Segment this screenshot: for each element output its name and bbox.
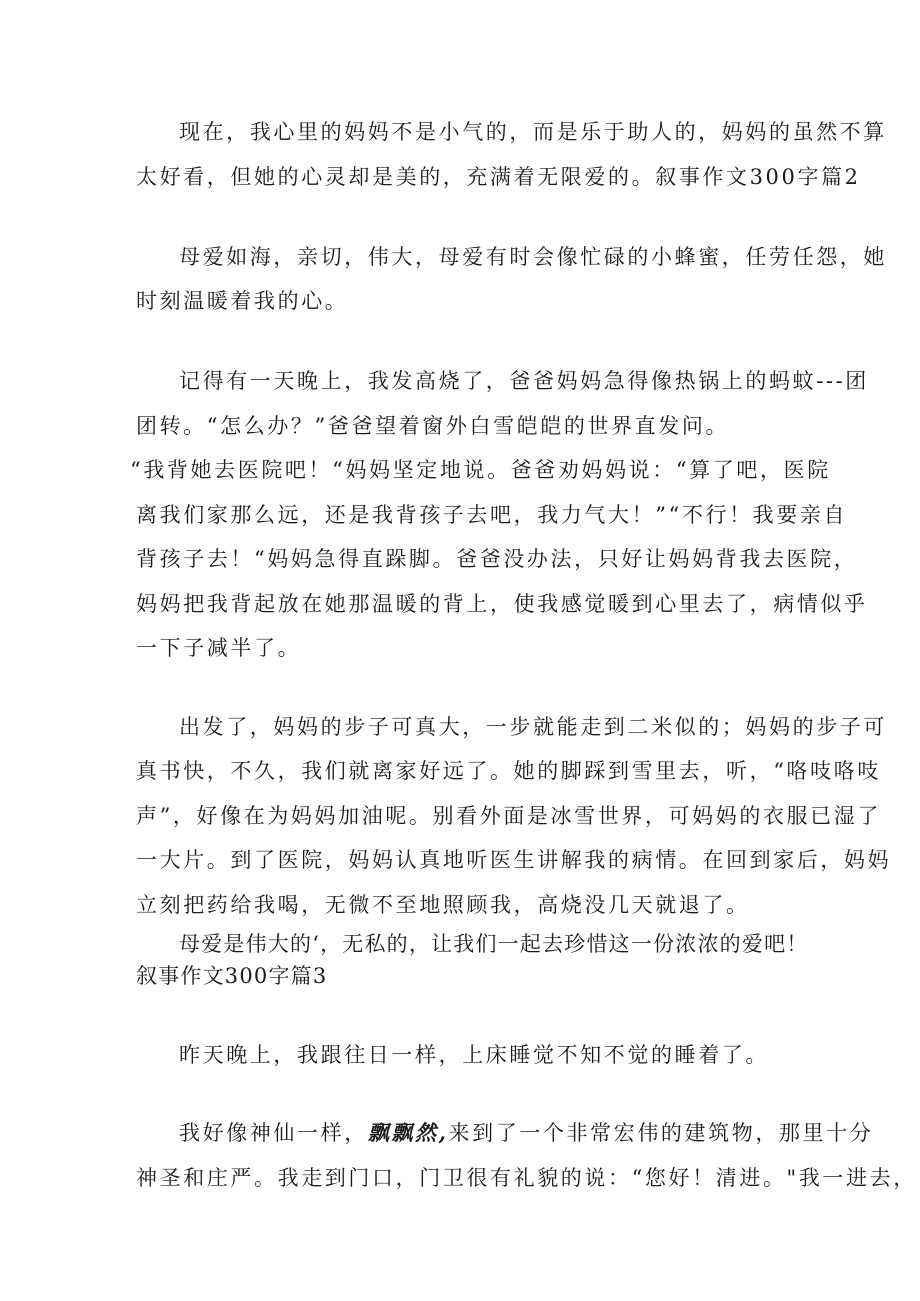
- text-line: 母爱是伟大的‘，无私的，让我们一起去珍惜这一份浓浓的爱吧！: [179, 932, 809, 956]
- text-line: 立刻把药给我喝，无微不至地照顾我，高烧没几天就退了。: [136, 893, 750, 917]
- text-line: 神圣和庄严。我走到门口，门卫很有礼貌的说：“您好！清进。"我一进去，: [136, 1166, 917, 1190]
- text-line: 团转。“怎么办？”爸爸望着窗外白雪皑皑的世界直发问。: [136, 414, 730, 438]
- text-line: 太好看，但她的心灵却是美的，充满着无限爱的。叙事作文300字篇2: [136, 165, 861, 189]
- text-line: 一大片。到了医院，妈妈认真地听医生讲解我的病情。在回到家后，妈妈: [136, 848, 892, 872]
- text-line: 出发了，妈妈的步子可真大，一步就能走到二米似的；妈妈的步子可: [179, 715, 887, 739]
- text-line: 妈妈把我背起放在她那温暖的背上，使我感觉暖到心里去了，病情似乎: [136, 592, 868, 616]
- text-line: 记得有一天晚上，我发高烧了，爸爸妈妈急得像热锅上的蚂蚊---团: [179, 369, 869, 393]
- text-line: 母爱如海，亲切，伟大，母爱有时会像忙碌的小蜂蜜，任劳任怨，她: [179, 245, 887, 269]
- text-line: [179, 1118, 873, 1148]
- text-line: 一下子减半了。: [136, 636, 302, 660]
- text-line: 昨天晚上，我跟往日一样，上床睡觉不知不觉的睡着了。: [179, 1043, 769, 1067]
- text-line: 现在，我心里的妈妈不是小气的，而是乐于助人的，妈妈的虽然不算: [179, 120, 887, 144]
- text-line: 时刻温暖着我的心。: [136, 289, 349, 313]
- text-segment: 来到了一个非常宏伟的建筑物，那里十分: [448, 1121, 874, 1145]
- text-line: 背孩子去！“妈妈急得直跺脚。爸爸没办法，只好让妈妈背我去医院，: [136, 547, 858, 571]
- text-line: 真书快，不久，我们就离家好远了。她的脚踩到雪里去，听，“咯吱咯吱: [136, 759, 881, 783]
- emphasis-text: 飘飘然,: [367, 1120, 449, 1145]
- text-line: “我背她去医院吧！“妈妈坚定地说。爸爸劝妈妈说：“算了吧，医院: [130, 458, 831, 482]
- text-line: 离我们家那么远，还是我背孩子去吧，我力气大！”“不行！我要亲自: [136, 503, 848, 527]
- section-heading: 叙事作文300字篇3: [136, 964, 328, 988]
- text-segment: 我好像神仙一样，: [179, 1121, 368, 1145]
- text-line: 声”，好像在为妈妈加油呢。别看外面是冰雪世界，可妈妈的衣服已湿了: [136, 804, 881, 828]
